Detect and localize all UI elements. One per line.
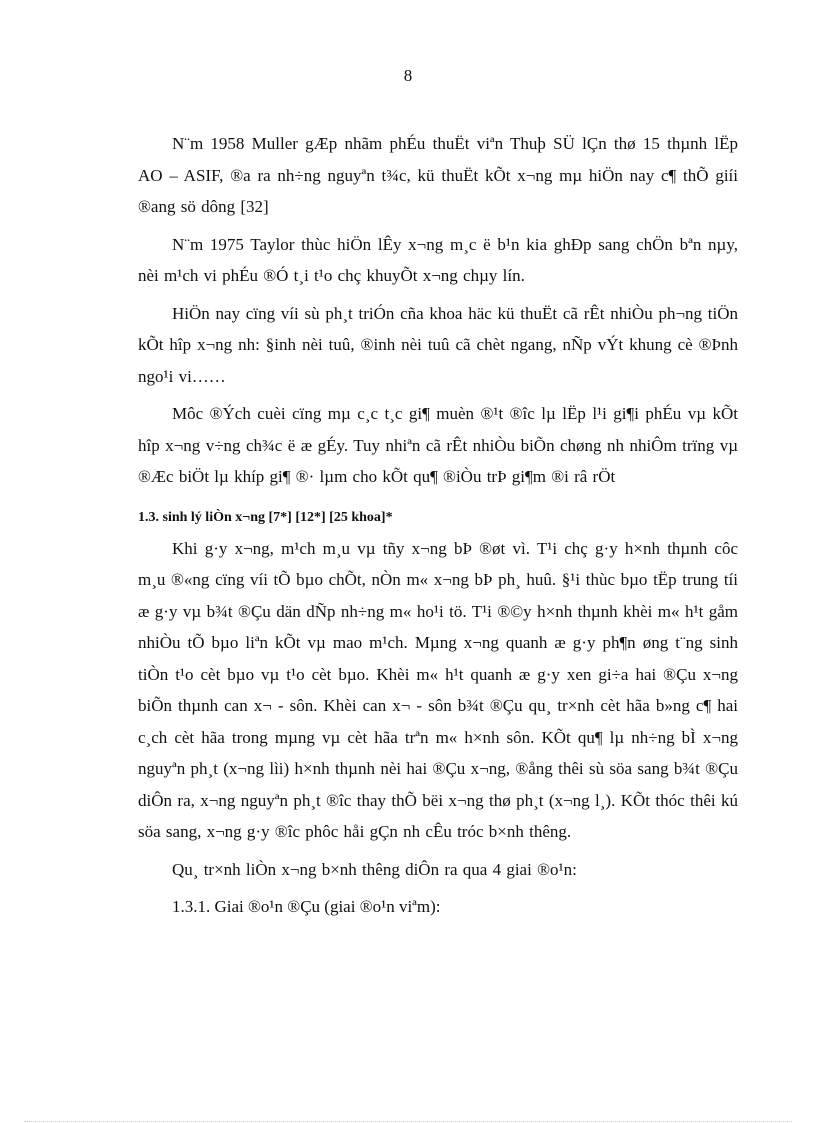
paragraph-muller: N¨m 1958 Muller gÆp nhãm phÉu thuËt viªn Thuþ SÜ lÇn thø 15 thµnh lËp AO – ASIF, ®a ra nh÷ng nguyªn t¾c, kü thuËt kÕt x¬ng mµ hiÖn nay c¶ thÕ giíi ®ang sö dông [32] (138, 134, 738, 216)
page-bottom-rule (24, 1121, 792, 1122)
paragraph-taylor: N¨m 1975 Taylor thùc hiÖn lÊy x¬ng m¸c ë b¹n kia ghÐp sang chÖn bªn nµy, nèi m¹ch vi phÉu ®Ó t¸i t¹o chç khuyÕt x¬ng chµy lín. (138, 234, 738, 285)
subsection-heading: 1.3.1. Giai ®o¹n ®Çu (giai ®o¹n viªm): (172, 897, 441, 916)
paragraph-healing-process: Khi g·y x¬ng, m¹ch m¸u vµ tñy x¬ng bÞ ®øt vì. T¹i chç g·y h×nh thµnh côc m¸u ®«ng cïng víi tÕ bµo chÕt, nÒn m« x¬ng bÞ ph¸ huû. §¹i thùc bµo tËp trung tíi æ g·y vµ b¾t ®Çu dän dÑp nh÷ng m« ho¹i tö. T¹i ®©y h×nh thµnh khèi m« h¹t gåm nhiÒu tÕ bµo liªn kÕt vµ mao m¹ch. Mµng x¬ng quanh æ g·y ph¶n øng t¨ng sinh tiÒn t¹o cèt bµo vµ t¹o cèt bµo. Khèi m« h¹t quanh æ g·y xen gi÷a hai ®Çu x¬ng biÕn thµnh can x¬ - sôn. Khèi can x¬ - sôn b¾t ®Çu qu¸ tr×nh cèt hãa b»ng c¶ hai c¸ch cèt hãa trong mµng vµ cèt hãa trªn m« h×nh sôn. KÕt qu¶ lµ nh÷ng bÌ x¬ng nguyªn ph¸t (x¬ng lìi) h×nh thµnh nèi hai ®Çu x¬ng, ®ång thêi sù söa sang b¾t ®Çu diÔn ra, x¬ng nguyªn ph¸t ®îc thay thÕ bëi x¬ng thø ph¸t (x¬ng l¸). KÕt thóc thêi kú söa sang, x¬ng g·y ®îc phôc håi gÇn nh cÊu tróc b×nh thêng. (138, 538, 738, 841)
page-number: 8 (403, 66, 413, 85)
document-body (138, 128, 738, 923)
paragraph-four-stages: Qu¸ tr×nh liÒn x¬ng b×nh thêng diÔn ra qua 4 giai ®o¹n: (172, 859, 577, 879)
paragraph-goal: Môc ®Ých cuèi cïng mµ c¸c t¸c gi¶ muèn ®¹t ®îc lµ lËp l¹i gi¶i phÉu vµ kÕt hîp x¬ng v÷ng ch¾c ë æ gÉy. Tuy nhiªn cã rÊt nhiÒu biÕn chøng nh nhiÔm trïng vµ ®Æc biÖt lµ khíp gi¶ ®· lµm cho kÕt qu¶ ®iÒu trÞ gi¶m ®i râ rÖt (138, 404, 738, 486)
paragraph-current-methods: HiÖn nay cïng víi sù ph¸t triÓn cña khoa häc kü thuËt cã rÊt nhiÒu ph¬ng tiÖn kÕt hîp x¬ng nh: §inh nèi tuû, ®inh nèi tuû cã chèt ngang, nÑp vÝt khung cè ®Þnh ngo¹i vi…… (138, 303, 738, 386)
section-heading: 1.3. sinh lý liÒn x¬ng [7*] [12*] [25 khoa]* (138, 509, 393, 525)
